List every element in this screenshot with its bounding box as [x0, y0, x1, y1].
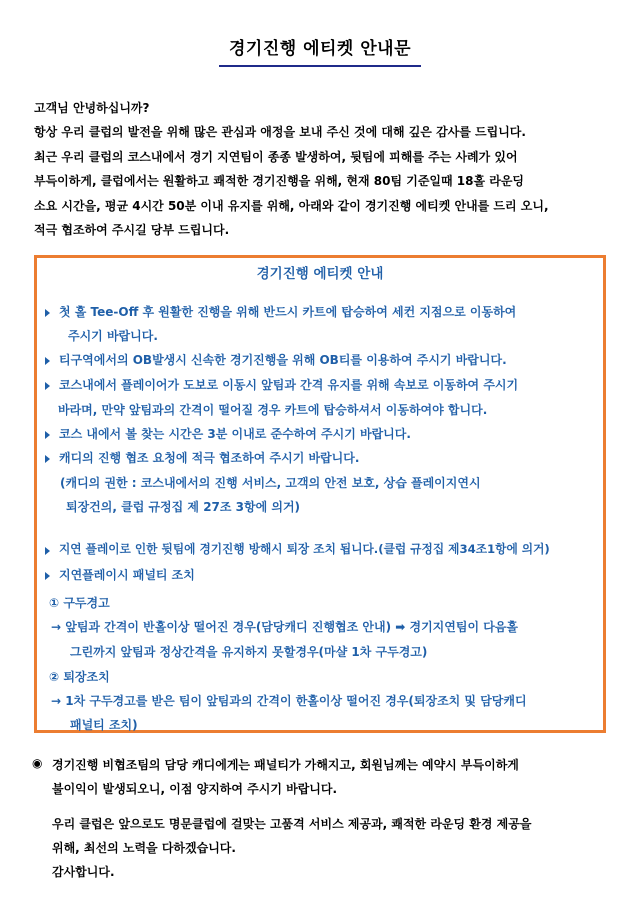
- penalty-notice-cont: 불이익이 발생되오니, 이점 양지하여 주시기 바랍니다.: [52, 782, 338, 796]
- thanks-text: 감사합니다.: [52, 865, 115, 879]
- penalty-step-2-desc-cont: 패널티 조치): [70, 718, 138, 732]
- bullet-triangle-icon: [45, 357, 50, 365]
- bullet-1: 첫 홀 Tee-Off 후 원활한 진행을 위해 반드시 카트에 탑승하여 세컨 지점으로 이동하여: [59, 305, 517, 319]
- title-wrapper: [0, 34, 640, 67]
- bullet-7: 지연플레이시 패널티 조치: [59, 568, 195, 582]
- bullet-4: 코스 내에서 볼 찾는 시간은 3분 이내로 준수하여 주시기 바랍니다.: [59, 427, 411, 441]
- bullet-3: 코스내에서 플레이어가 도보로 이동시 앞팀과 간격 유지를 위해 속보로 이동하여 주시기: [59, 378, 519, 392]
- intro-line: 적극 협조하여 주시길 당부 드립니다.: [34, 223, 230, 238]
- intro-line: 소요 시간을, 평균 4시간 50분 이내 유지를 위해, 아래와 같이 경기진행 에티켓 안내를 드리 오니,: [34, 198, 549, 213]
- bullet-6: 지연 플레이로 인한 뒷팀에 경기진행 방해시 퇴장 조치 됩니다.(클럽 규정집 제34조1항에 의거): [59, 542, 550, 556]
- bullet-triangle-icon: [45, 547, 50, 555]
- bullet-5-note-cont: 퇴장건의, 클럽 규정집 제 27조 3항에 의거): [66, 500, 301, 514]
- page-title: 경기진행 에티켓 안내문: [219, 34, 421, 67]
- intro-paragraph: [34, 96, 614, 242]
- penalty-step-1-desc: → 앞팀과 간격이 반홀이상 떨어진 경우(담당캐디 진행협조 안내) ➡ 경기지연팀이 다음홀: [51, 620, 518, 634]
- penalty-step-1-title: ① 구두경고: [49, 596, 110, 610]
- bullet-triangle-icon: [45, 431, 50, 439]
- bullet-1-cont: 주시기 바랍니다.: [68, 329, 158, 343]
- penalty-notice: 경기진행 비협조팀의 담당 캐디에게는 패널티가 가해지고, 회원님께는 예약시 부득이하게: [52, 758, 519, 772]
- penalty-step-1-desc-cont: 그린까지 앞팀과 정상간격을 유지하지 못할경우(마샬 1차 구두경고): [70, 645, 428, 659]
- bullet-triangle-icon: [45, 455, 50, 463]
- bullet-triangle-icon: [45, 382, 50, 390]
- closing-line: 우리 클럽은 앞으로도 명문클럽에 걸맞는 고품격 서비스 제공과, 쾌적한 라운딩 환경 제공을: [52, 817, 532, 831]
- penalty-step-2-title: ② 퇴장조치: [49, 670, 110, 684]
- bullseye-icon: ◉: [32, 756, 43, 770]
- closing-line-cont: 위해, 최선의 노력을 다하겠습니다.: [52, 841, 236, 855]
- bullet-5-note: (캐디의 권한 : 코스내에서의 진행 서비스, 고객의 안전 보호, 상습 플레이지연시: [60, 476, 481, 490]
- intro-line: 최근 우리 클럽의 코스내에서 경기 지연팀이 종종 발생하여, 뒷팀에 피해를 주는 사례가 있어: [34, 149, 518, 164]
- etiquette-box: [34, 255, 606, 733]
- penalty-step-2-desc: → 1차 구두경고를 받은 팀이 앞팀과의 간격이 한홀이상 떨어진 경우(퇴장조치 및 담당캐디: [51, 694, 527, 708]
- bullet-3-cont: 바라며, 만약 앞팀과의 간격이 떨어질 경우 카트에 탑승하셔서 이동하여야 합니다.: [58, 403, 488, 417]
- bullet-5: 캐디의 진행 협조 요청에 적극 협조하여 주시기 바랍니다.: [59, 451, 360, 465]
- bullet-2: 티구역에서의 OB발생시 신속한 경기진행을 위해 OB티를 이용하여 주시기 바랍니다.: [59, 353, 507, 367]
- bullet-triangle-icon: [45, 309, 50, 317]
- etiquette-box-title: 경기진행 에티켓 안내: [256, 266, 384, 282]
- intro-line: 부득이하게, 클럽에서는 원활하고 쾌적한 경기진행을 위해, 현재 80팀 기준일때 18홀 라운딩: [34, 174, 525, 189]
- bullet-triangle-icon: [45, 572, 50, 580]
- intro-line: 고객님 안녕하십니까?: [34, 101, 150, 115]
- intro-line: 항상 우리 클럽의 발전을 위해 많은 관심과 애정을 보내 주신 것에 대해 깊은 감사를 드립니다.: [34, 125, 526, 140]
